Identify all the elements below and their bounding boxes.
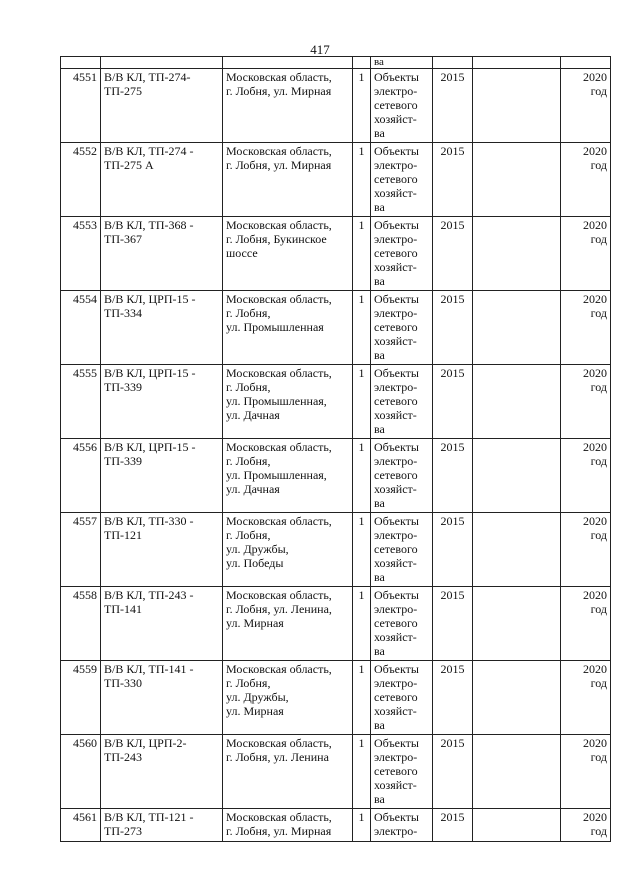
object-name: В/В КЛ, ТП-330 - ТП-121 (101, 513, 223, 587)
object-address: Московская область, г. Лобня, ул. Ленина, ул. Мирная (223, 587, 353, 661)
object-name: В/В КЛ, ЦРП-15 - ТП-339 (101, 439, 223, 513)
row-number: 4559 (61, 661, 101, 735)
object-type: Объекты электро- сетевого хозяйст- ва (371, 291, 433, 365)
object-quantity: 1 (353, 365, 371, 439)
object-address: Московская область, г. Лобня, ул. Мирная (223, 809, 353, 842)
row-number: 4560 (61, 735, 101, 809)
object-quantity: 1 (353, 587, 371, 661)
row-number: 4552 (61, 143, 101, 217)
object-quantity: 1 (353, 735, 371, 809)
object-address: Московская область, г. Лобня, Букинское шоссе (223, 217, 353, 291)
start-year: 2015 (433, 143, 473, 217)
page-number: 417 (310, 42, 330, 57)
object-name: В/В КЛ, ТП-121 - ТП-273 (101, 809, 223, 842)
object-name: В/В КЛ, ЦРП-2- ТП-243 (101, 735, 223, 809)
term-year: 2020 год (561, 513, 611, 587)
object-type: Объекты электро- сетевого хозяйст- ва (371, 143, 433, 217)
start-year: 2015 (433, 217, 473, 291)
empty-cell (473, 143, 561, 217)
object-quantity: 1 (353, 217, 371, 291)
row-number: 4554 (61, 291, 101, 365)
empty-cell (473, 365, 561, 439)
term-year: 2020 год (561, 439, 611, 513)
empty-cell (473, 217, 561, 291)
registry-table (60, 56, 611, 842)
empty-cell (473, 69, 561, 143)
term-year: 2020 год (561, 69, 611, 143)
object-type: Объекты электро- сетевого хозяйст- ва (371, 365, 433, 439)
empty-cell (473, 513, 561, 587)
row-number: 4558 (61, 587, 101, 661)
row-number: 4555 (61, 365, 101, 439)
term-year: 2020 год (561, 587, 611, 661)
object-quantity: 1 (353, 143, 371, 217)
object-quantity: 1 (353, 661, 371, 735)
empty-cell (473, 735, 561, 809)
empty-cell (473, 439, 561, 513)
object-address: Московская область, г. Лобня, ул. Промышленная, ул. Дачная (223, 439, 353, 513)
start-year: 2015 (433, 69, 473, 143)
object-quantity: 1 (353, 439, 371, 513)
object-name: В/В КЛ, ЦРП-15 - ТП-334 (101, 291, 223, 365)
object-address: Московская область, г. Лобня, ул. Дружбы, ул. Мирная (223, 661, 353, 735)
table-row (61, 809, 611, 842)
table-row (61, 217, 611, 291)
object-name: В/В КЛ, ТП-141 - ТП-330 (101, 661, 223, 735)
term-year: 2020 год (561, 809, 611, 842)
empty-cell (473, 661, 561, 735)
table-row (61, 143, 611, 217)
object-type: Объекты электро- (371, 809, 433, 842)
start-year: 2015 (433, 365, 473, 439)
table-row (61, 513, 611, 587)
object-name: В/В КЛ, ЦРП-15 - ТП-339 (101, 365, 223, 439)
term-year: 2020 год (561, 661, 611, 735)
object-name: В/В КЛ, ТП-274- ТП-275 (101, 69, 223, 143)
table-row (61, 365, 611, 439)
start-year: 2015 (433, 661, 473, 735)
start-year: 2015 (433, 439, 473, 513)
term-year: 2020 год (561, 735, 611, 809)
object-quantity: 1 (353, 69, 371, 143)
table-row (61, 439, 611, 513)
term-year: 2020 год (561, 217, 611, 291)
object-type: Объекты электро- сетевого хозяйст- ва (371, 439, 433, 513)
object-type: Объекты электро- сетевого хозяйст- ва (371, 661, 433, 735)
object-type: Объекты электро- сетевого хозяйст- ва (371, 69, 433, 143)
continuation-row (61, 57, 611, 69)
table-row (61, 291, 611, 365)
table-row (61, 69, 611, 143)
object-type: Объекты электро- сетевого хозяйст- ва (371, 735, 433, 809)
object-quantity: 1 (353, 513, 371, 587)
continuation-cell: ва (371, 57, 433, 69)
object-name: В/В КЛ, ТП-274 - ТП-275 А (101, 143, 223, 217)
table-row (61, 735, 611, 809)
row-number: 4551 (61, 69, 101, 143)
row-number: 4553 (61, 217, 101, 291)
term-year: 2020 год (561, 291, 611, 365)
row-number: 4557 (61, 513, 101, 587)
object-type: Объекты электро- сетевого хозяйст- ва (371, 587, 433, 661)
empty-cell (473, 587, 561, 661)
empty-cell (473, 809, 561, 842)
object-quantity: 1 (353, 809, 371, 842)
object-quantity: 1 (353, 291, 371, 365)
object-name: В/В КЛ, ТП-243 - ТП-141 (101, 587, 223, 661)
start-year: 2015 (433, 735, 473, 809)
object-name: В/В КЛ, ТП-368 - ТП-367 (101, 217, 223, 291)
object-address: Московская область, г. Лобня, ул. Мирная (223, 143, 353, 217)
object-address: Московская область, г. Лобня, ул. Мирная (223, 69, 353, 143)
object-address: Московская область, г. Лобня, ул. Дружбы, ул. Победы (223, 513, 353, 587)
row-number: 4556 (61, 439, 101, 513)
start-year: 2015 (433, 291, 473, 365)
table-row (61, 587, 611, 661)
object-address: Московская область, г. Лобня, ул. Промышленная, ул. Дачная (223, 365, 353, 439)
object-address: Московская область, г. Лобня, ул. Ленина (223, 735, 353, 809)
term-year: 2020 год (561, 143, 611, 217)
object-address: Московская область, г. Лобня, ул. Промышленная (223, 291, 353, 365)
start-year: 2015 (433, 809, 473, 842)
start-year: 2015 (433, 587, 473, 661)
empty-cell (473, 291, 561, 365)
table-row (61, 661, 611, 735)
row-number: 4561 (61, 809, 101, 842)
start-year: 2015 (433, 513, 473, 587)
object-type: Объекты электро- сетевого хозяйст- ва (371, 217, 433, 291)
object-type: Объекты электро- сетевого хозяйст- ва (371, 513, 433, 587)
term-year: 2020 год (561, 365, 611, 439)
